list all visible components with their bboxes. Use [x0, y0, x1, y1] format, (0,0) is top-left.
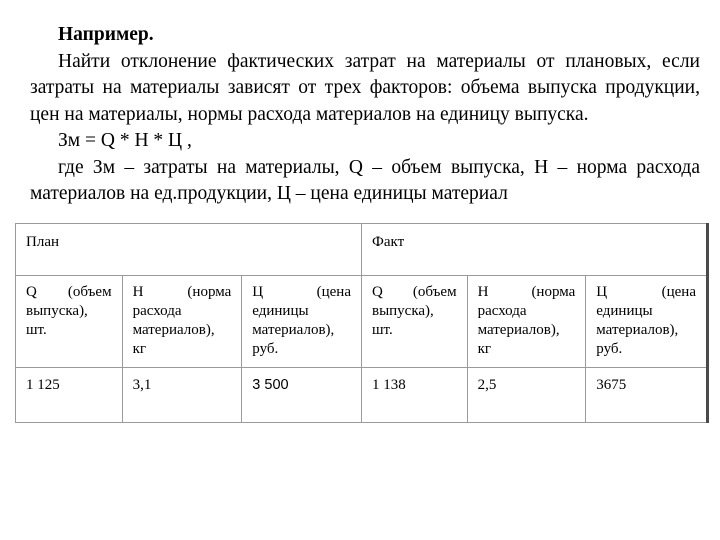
plan-norm-column: Н (норма расхода материалов), кг: [122, 276, 242, 368]
plan-volume-column: Q (объем выпуска), шт.: [16, 276, 123, 368]
table-header-row: [16, 224, 708, 276]
plan-price-column: Ц (цена единицы материалов), руб.: [242, 276, 362, 368]
example-heading: Например.: [58, 24, 154, 45]
fact-price-value: 3675: [586, 368, 708, 423]
fact-norm-value: 2,5: [467, 368, 586, 423]
task-description: Найти отклонение фактических затрат на материалы от плановых, если затраты на материалы зависят от трех факторов: объема выпуска продукции, цен на материалы, нормы расхода материалов на единицу выпуска.: [30, 50, 700, 125]
material-cost-formula: Зм = Q * Н * Ц ,: [58, 130, 192, 151]
fact-price-column: Ц (цена единицы материалов), руб.: [586, 276, 708, 368]
fact-volume-column: Q (объем выпуска), шт.: [361, 276, 467, 368]
formula-legend: где Зм – затраты на материалы, Q – объем выпуска, Н – норма расхода материалов на ед.продукции, Ц – цена единицы материал: [30, 156, 700, 204]
task-text-block: [30, 22, 700, 208]
table-columns-row: [16, 276, 708, 368]
fact-header: Факт: [361, 224, 707, 276]
plan-fact-table: [15, 223, 709, 423]
fact-volume-value: 1 138: [361, 368, 467, 423]
fact-norm-column: Н (норма расхода материалов), кг: [467, 276, 586, 368]
plan-header: План: [16, 224, 362, 276]
plan-volume-value: 1 125: [16, 368, 123, 423]
table-row: [16, 368, 708, 423]
plan-price-value: 3 500: [242, 368, 362, 423]
plan-norm-value: 3,1: [122, 368, 242, 423]
